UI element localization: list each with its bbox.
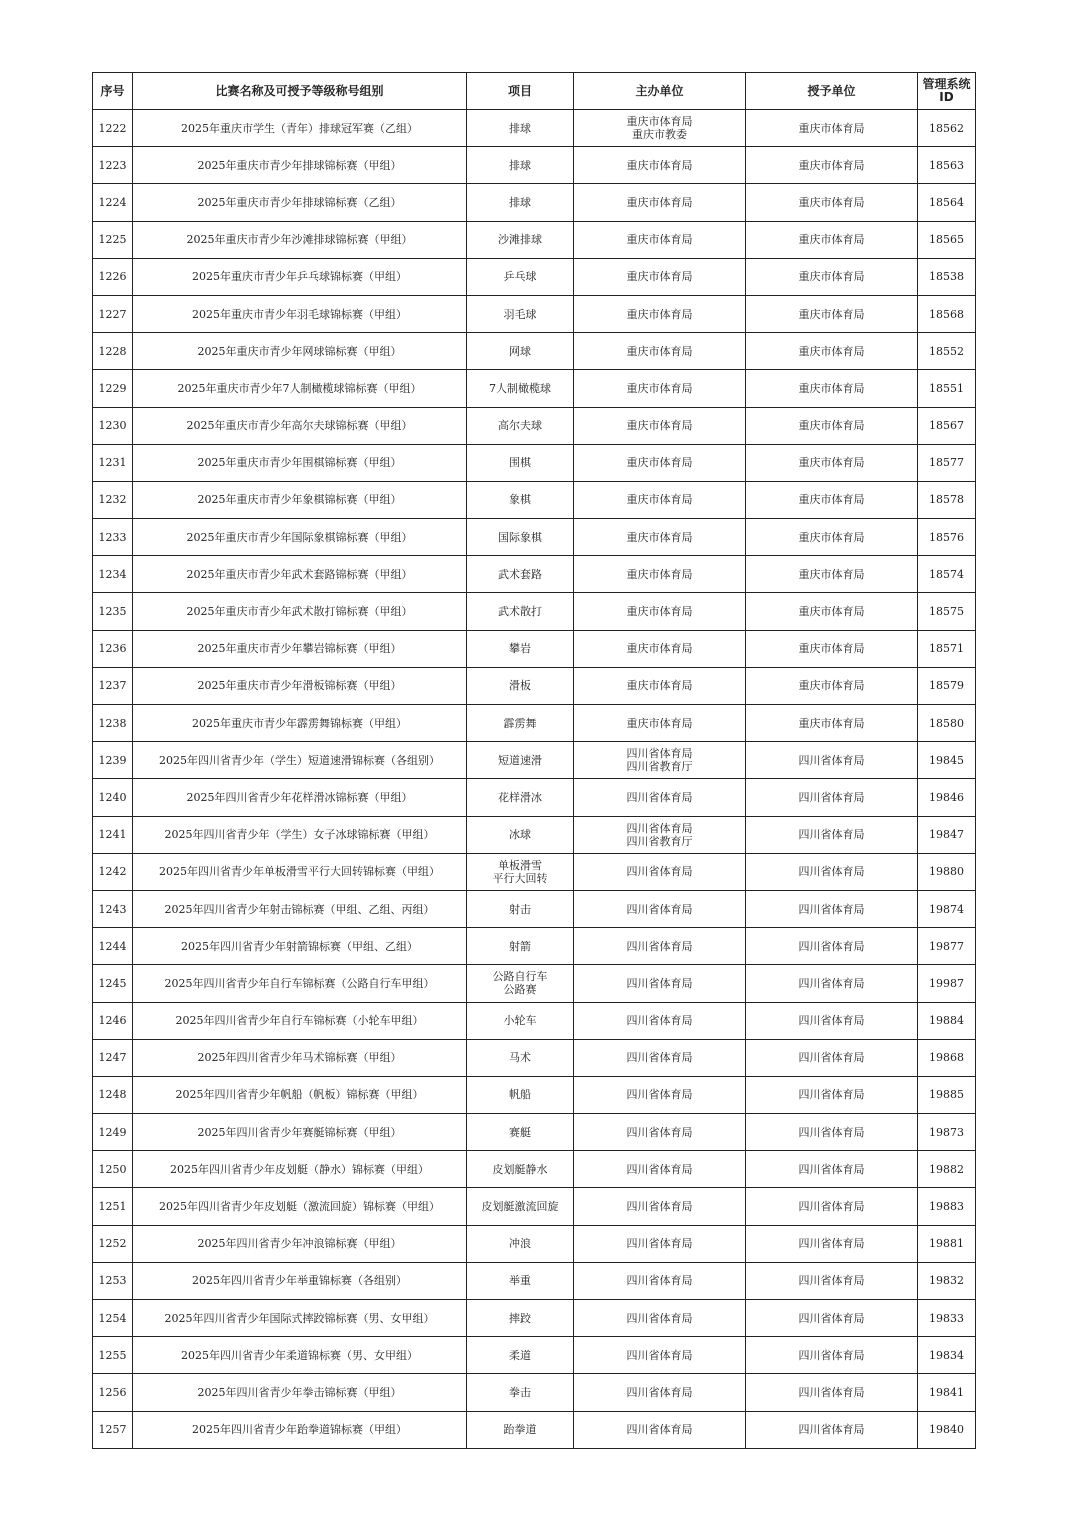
cell-system-id: 19834 <box>918 1337 976 1374</box>
cell-organizer: 四川省体育局 <box>574 1076 746 1113</box>
cell-seq: 1244 <box>93 928 133 965</box>
cell-event: 乒乓球 <box>467 258 574 295</box>
cell-granting-unit: 四川省体育局 <box>746 853 918 890</box>
cell-system-id: 18576 <box>918 519 976 556</box>
cell-event: 跆拳道 <box>467 1411 574 1448</box>
table-row <box>93 1151 976 1188</box>
cell-competition-name: 2025年重庆市青少年霹雳舞锦标赛（甲组） <box>133 705 467 742</box>
table-row <box>93 779 976 816</box>
header-row <box>93 73 976 110</box>
cell-organizer: 重庆市体育局 <box>574 333 746 370</box>
cell-granting-unit: 重庆市体育局 <box>746 370 918 407</box>
cell-seq: 1226 <box>93 258 133 295</box>
cell-organizer: 重庆市体育局 <box>574 444 746 481</box>
cell-organizer: 四川省体育局 <box>574 1002 746 1039</box>
cell-event: 皮划艇激流回旋 <box>467 1188 574 1225</box>
cell-event: 马术 <box>467 1039 574 1076</box>
cell-event: 沙滩排球 <box>467 221 574 258</box>
cell-event: 冲浪 <box>467 1225 574 1262</box>
cell-event: 射箭 <box>467 928 574 965</box>
table-row <box>93 965 976 1002</box>
cell-seq: 1254 <box>93 1300 133 1337</box>
cell-granting-unit: 四川省体育局 <box>746 1225 918 1262</box>
cell-seq: 1250 <box>93 1151 133 1188</box>
cell-organizer: 四川省体育局 四川省教育厅 <box>574 816 746 853</box>
cell-granting-unit: 重庆市体育局 <box>746 519 918 556</box>
cell-competition-name: 2025年四川省青少年跆拳道锦标赛（甲组） <box>133 1411 467 1448</box>
cell-competition-name: 2025年重庆市青少年攀岩锦标赛（甲组） <box>133 630 467 667</box>
cell-granting-unit: 重庆市体育局 <box>746 630 918 667</box>
cell-system-id: 18552 <box>918 333 976 370</box>
cell-system-id: 19880 <box>918 853 976 890</box>
cell-seq: 1222 <box>93 110 133 147</box>
cell-system-id: 18563 <box>918 147 976 184</box>
cell-system-id: 19833 <box>918 1300 976 1337</box>
cell-event: 霹雳舞 <box>467 705 574 742</box>
table-row <box>93 742 976 779</box>
cell-granting-unit: 四川省体育局 <box>746 1411 918 1448</box>
cell-event: 冰球 <box>467 816 574 853</box>
cell-seq: 1246 <box>93 1002 133 1039</box>
cell-seq: 1234 <box>93 556 133 593</box>
cell-event: 柔道 <box>467 1337 574 1374</box>
cell-system-id: 18574 <box>918 556 976 593</box>
header-organizer: 主办单位 <box>574 73 746 110</box>
cell-competition-name: 2025年重庆市青少年网球锦标赛（甲组） <box>133 333 467 370</box>
cell-granting-unit: 四川省体育局 <box>746 1188 918 1225</box>
cell-granting-unit: 四川省体育局 <box>746 965 918 1002</box>
cell-competition-name: 2025年四川省青少年（学生）女子冰球锦标赛（甲组） <box>133 816 467 853</box>
cell-organizer: 四川省体育局 <box>574 1151 746 1188</box>
cell-competition-name: 2025年四川省青少年单板滑雪平行大回转锦标赛（甲组） <box>133 853 467 890</box>
cell-seq: 1236 <box>93 630 133 667</box>
header-competition-name: 比赛名称及可授予等级称号组别 <box>133 73 467 110</box>
cell-competition-name: 2025年四川省青少年自行车锦标赛（小轮车甲组） <box>133 1002 467 1039</box>
cell-system-id: 19873 <box>918 1114 976 1151</box>
cell-event: 单板滑雪 平行大回转 <box>467 853 574 890</box>
cell-event: 帆船 <box>467 1076 574 1113</box>
cell-seq: 1239 <box>93 742 133 779</box>
cell-granting-unit: 四川省体育局 <box>746 816 918 853</box>
cell-granting-unit: 重庆市体育局 <box>746 147 918 184</box>
cell-system-id: 19840 <box>918 1411 976 1448</box>
cell-system-id: 19841 <box>918 1374 976 1411</box>
cell-event: 赛艇 <box>467 1114 574 1151</box>
cell-system-id: 19847 <box>918 816 976 853</box>
cell-organizer: 四川省体育局 <box>574 1188 746 1225</box>
cell-competition-name: 2025年重庆市青少年排球锦标赛（甲组） <box>133 147 467 184</box>
cell-competition-name: 2025年四川省青少年国际式摔跤锦标赛（男、女甲组） <box>133 1300 467 1337</box>
cell-organizer: 重庆市体育局 <box>574 370 746 407</box>
cell-organizer: 四川省体育局 <box>574 1300 746 1337</box>
cell-competition-name: 2025年重庆市青少年乒乓球锦标赛（甲组） <box>133 258 467 295</box>
cell-competition-name: 2025年四川省青少年射击锦标赛（甲组、乙组、丙组） <box>133 890 467 927</box>
table-row <box>93 705 976 742</box>
cell-competition-name: 2025年重庆市青少年羽毛球锦标赛（甲组） <box>133 295 467 332</box>
cell-seq: 1249 <box>93 1114 133 1151</box>
cell-seq: 1224 <box>93 184 133 221</box>
competition-table <box>92 72 976 1449</box>
cell-event: 网球 <box>467 333 574 370</box>
cell-organizer: 重庆市体育局 <box>574 481 746 518</box>
cell-seq: 1243 <box>93 890 133 927</box>
cell-organizer: 四川省体育局 <box>574 890 746 927</box>
cell-granting-unit: 四川省体育局 <box>746 1374 918 1411</box>
cell-system-id: 18577 <box>918 444 976 481</box>
cell-organizer: 重庆市体育局 <box>574 519 746 556</box>
cell-event: 排球 <box>467 184 574 221</box>
cell-event: 小轮车 <box>467 1002 574 1039</box>
cell-competition-name: 2025年四川省青少年帆船（帆板）锦标赛（甲组） <box>133 1076 467 1113</box>
cell-event: 皮划艇静水 <box>467 1151 574 1188</box>
cell-organizer: 四川省体育局 <box>574 965 746 1002</box>
cell-system-id: 19874 <box>918 890 976 927</box>
cell-competition-name: 2025年四川省青少年自行车锦标赛（公路自行车甲组） <box>133 965 467 1002</box>
cell-granting-unit: 重庆市体育局 <box>746 110 918 147</box>
cell-organizer: 四川省体育局 <box>574 1114 746 1151</box>
cell-granting-unit: 重庆市体育局 <box>746 333 918 370</box>
cell-seq: 1241 <box>93 816 133 853</box>
cell-system-id: 19885 <box>918 1076 976 1113</box>
cell-system-id: 19832 <box>918 1262 976 1299</box>
table-row <box>93 519 976 556</box>
cell-competition-name: 2025年重庆市青少年象棋锦标赛（甲组） <box>133 481 467 518</box>
cell-event: 短道速滑 <box>467 742 574 779</box>
cell-system-id: 19987 <box>918 965 976 1002</box>
table-row <box>93 928 976 965</box>
cell-organizer: 四川省体育局 <box>574 1262 746 1299</box>
table-row <box>93 110 976 147</box>
table-row <box>93 1076 976 1113</box>
cell-system-id: 19881 <box>918 1225 976 1262</box>
table-row <box>93 221 976 258</box>
cell-organizer: 重庆市体育局 <box>574 147 746 184</box>
cell-seq: 1255 <box>93 1337 133 1374</box>
table-row <box>93 1411 976 1448</box>
cell-granting-unit: 四川省体育局 <box>746 928 918 965</box>
cell-organizer: 重庆市体育局 <box>574 295 746 332</box>
table-row <box>93 184 976 221</box>
cell-granting-unit: 四川省体育局 <box>746 779 918 816</box>
cell-seq: 1257 <box>93 1411 133 1448</box>
cell-seq: 1235 <box>93 593 133 630</box>
cell-organizer: 重庆市体育局 <box>574 593 746 630</box>
cell-organizer: 四川省体育局 <box>574 1337 746 1374</box>
cell-competition-name: 2025年重庆市青少年排球锦标赛（乙组） <box>133 184 467 221</box>
cell-granting-unit: 重庆市体育局 <box>746 705 918 742</box>
cell-granting-unit: 四川省体育局 <box>746 1076 918 1113</box>
cell-seq: 1248 <box>93 1076 133 1113</box>
header-granting-unit: 授予单位 <box>746 73 918 110</box>
table-row <box>93 816 976 853</box>
cell-system-id: 18579 <box>918 667 976 704</box>
table-header <box>93 73 976 110</box>
table-row <box>93 333 976 370</box>
cell-granting-unit: 重庆市体育局 <box>746 221 918 258</box>
cell-seq: 1227 <box>93 295 133 332</box>
cell-seq: 1231 <box>93 444 133 481</box>
table-row <box>93 295 976 332</box>
cell-system-id: 19845 <box>918 742 976 779</box>
table-row <box>93 890 976 927</box>
cell-organizer: 四川省体育局 四川省教育厅 <box>574 742 746 779</box>
table-row <box>93 556 976 593</box>
document-page <box>92 72 976 1449</box>
cell-seq: 1240 <box>93 779 133 816</box>
cell-organizer: 重庆市体育局 <box>574 407 746 444</box>
cell-competition-name: 2025年四川省青少年拳击锦标赛（甲组） <box>133 1374 467 1411</box>
cell-organizer: 重庆市体育局 <box>574 184 746 221</box>
cell-event: 攀岩 <box>467 630 574 667</box>
cell-granting-unit: 重庆市体育局 <box>746 667 918 704</box>
cell-organizer: 四川省体育局 <box>574 1225 746 1262</box>
cell-granting-unit: 四川省体育局 <box>746 890 918 927</box>
cell-seq: 1223 <box>93 147 133 184</box>
cell-competition-name: 2025年四川省青少年赛艇锦标赛（甲组） <box>133 1114 467 1151</box>
cell-seq: 1225 <box>93 221 133 258</box>
cell-system-id: 19884 <box>918 1002 976 1039</box>
cell-organizer: 四川省体育局 <box>574 928 746 965</box>
cell-event: 高尔夫球 <box>467 407 574 444</box>
cell-competition-name: 2025年重庆市学生（青年）排球冠军赛（乙组） <box>133 110 467 147</box>
cell-organizer: 重庆市体育局 <box>574 556 746 593</box>
table-row <box>93 370 976 407</box>
cell-system-id: 18580 <box>918 705 976 742</box>
cell-granting-unit: 重庆市体育局 <box>746 593 918 630</box>
cell-seq: 1228 <box>93 333 133 370</box>
table-row <box>93 1374 976 1411</box>
cell-competition-name: 2025年四川省青少年柔道锦标赛（男、女甲组） <box>133 1337 467 1374</box>
cell-competition-name: 2025年重庆市青少年沙滩排球锦标赛（甲组） <box>133 221 467 258</box>
cell-organizer: 四川省体育局 <box>574 853 746 890</box>
cell-system-id: 19882 <box>918 1151 976 1188</box>
cell-event: 国际象棋 <box>467 519 574 556</box>
cell-seq: 1242 <box>93 853 133 890</box>
cell-seq: 1233 <box>93 519 133 556</box>
table-row <box>93 1114 976 1151</box>
cell-system-id: 19846 <box>918 779 976 816</box>
cell-seq: 1229 <box>93 370 133 407</box>
cell-seq: 1252 <box>93 1225 133 1262</box>
cell-system-id: 18578 <box>918 481 976 518</box>
cell-system-id: 18538 <box>918 258 976 295</box>
cell-competition-name: 2025年重庆市青少年高尔夫球锦标赛（甲组） <box>133 407 467 444</box>
cell-event: 武术套路 <box>467 556 574 593</box>
cell-organizer: 四川省体育局 <box>574 1039 746 1076</box>
cell-competition-name: 2025年四川省青少年皮划艇（激流回旋）锦标赛（甲组） <box>133 1188 467 1225</box>
cell-organizer: 重庆市体育局 <box>574 258 746 295</box>
table-row <box>93 407 976 444</box>
cell-organizer: 重庆市体育局 <box>574 705 746 742</box>
cell-granting-unit: 重庆市体育局 <box>746 481 918 518</box>
cell-event: 围棋 <box>467 444 574 481</box>
cell-granting-unit: 四川省体育局 <box>746 742 918 779</box>
table-row <box>93 1337 976 1374</box>
table-row <box>93 481 976 518</box>
cell-system-id: 19877 <box>918 928 976 965</box>
cell-seq: 1253 <box>93 1262 133 1299</box>
table-row <box>93 630 976 667</box>
cell-granting-unit: 四川省体育局 <box>746 1002 918 1039</box>
cell-competition-name: 2025年四川省青少年花样滑冰锦标赛（甲组） <box>133 779 467 816</box>
cell-event: 7人制橄榄球 <box>467 370 574 407</box>
cell-competition-name: 2025年重庆市青少年武术散打锦标赛（甲组） <box>133 593 467 630</box>
cell-event: 羽毛球 <box>467 295 574 332</box>
cell-seq: 1247 <box>93 1039 133 1076</box>
table-row <box>93 593 976 630</box>
cell-system-id: 19883 <box>918 1188 976 1225</box>
table-row <box>93 147 976 184</box>
cell-event: 花样滑冰 <box>467 779 574 816</box>
header-seq: 序号 <box>93 73 133 110</box>
table-row <box>93 1262 976 1299</box>
cell-competition-name: 2025年重庆市青少年武术套路锦标赛（甲组） <box>133 556 467 593</box>
cell-event: 象棋 <box>467 481 574 518</box>
cell-organizer: 重庆市体育局 <box>574 221 746 258</box>
cell-seq: 1256 <box>93 1374 133 1411</box>
cell-granting-unit: 四川省体育局 <box>746 1337 918 1374</box>
cell-event: 滑板 <box>467 667 574 704</box>
cell-system-id: 18568 <box>918 295 976 332</box>
cell-system-id: 18562 <box>918 110 976 147</box>
cell-event: 拳击 <box>467 1374 574 1411</box>
cell-granting-unit: 四川省体育局 <box>746 1262 918 1299</box>
cell-granting-unit: 四川省体育局 <box>746 1300 918 1337</box>
cell-competition-name: 2025年四川省青少年马术锦标赛（甲组） <box>133 1039 467 1076</box>
cell-system-id: 18575 <box>918 593 976 630</box>
cell-system-id: 18571 <box>918 630 976 667</box>
cell-granting-unit: 重庆市体育局 <box>746 407 918 444</box>
cell-event: 排球 <box>467 110 574 147</box>
cell-system-id: 18565 <box>918 221 976 258</box>
cell-seq: 1230 <box>93 407 133 444</box>
table-body <box>93 110 976 1449</box>
table-row <box>93 1225 976 1262</box>
cell-event: 公路自行车 公路赛 <box>467 965 574 1002</box>
table-row <box>93 667 976 704</box>
cell-granting-unit: 重庆市体育局 <box>746 184 918 221</box>
cell-granting-unit: 重庆市体育局 <box>746 444 918 481</box>
cell-competition-name: 2025年重庆市青少年国际象棋锦标赛（甲组） <box>133 519 467 556</box>
cell-competition-name: 2025年重庆市青少年7人制橄榄球锦标赛（甲组） <box>133 370 467 407</box>
cell-organizer: 重庆市体育局 <box>574 630 746 667</box>
cell-organizer: 四川省体育局 <box>574 779 746 816</box>
table-row <box>93 1039 976 1076</box>
header-system-id: 管理系统 ID <box>918 73 976 110</box>
cell-granting-unit: 重庆市体育局 <box>746 258 918 295</box>
header-event: 项目 <box>467 73 574 110</box>
cell-granting-unit: 重庆市体育局 <box>746 556 918 593</box>
cell-system-id: 18564 <box>918 184 976 221</box>
cell-granting-unit: 重庆市体育局 <box>746 295 918 332</box>
cell-competition-name: 2025年四川省青少年射箭锦标赛（甲组、乙组） <box>133 928 467 965</box>
cell-event: 举重 <box>467 1262 574 1299</box>
table-row <box>93 1002 976 1039</box>
cell-seq: 1238 <box>93 705 133 742</box>
cell-seq: 1251 <box>93 1188 133 1225</box>
cell-organizer: 四川省体育局 <box>574 1374 746 1411</box>
cell-competition-name: 2025年四川省青少年举重锦标赛（各组别） <box>133 1262 467 1299</box>
cell-event: 射击 <box>467 890 574 927</box>
cell-competition-name: 2025年四川省青少年冲浪锦标赛（甲组） <box>133 1225 467 1262</box>
cell-system-id: 18567 <box>918 407 976 444</box>
cell-granting-unit: 四川省体育局 <box>746 1039 918 1076</box>
cell-competition-name: 2025年四川省青少年（学生）短道速滑锦标赛（各组别） <box>133 742 467 779</box>
table-row <box>93 258 976 295</box>
cell-seq: 1245 <box>93 965 133 1002</box>
cell-competition-name: 2025年重庆市青少年围棋锦标赛（甲组） <box>133 444 467 481</box>
cell-event: 摔跤 <box>467 1300 574 1337</box>
cell-granting-unit: 四川省体育局 <box>746 1114 918 1151</box>
cell-seq: 1237 <box>93 667 133 704</box>
table-row <box>93 1300 976 1337</box>
table-row <box>93 444 976 481</box>
cell-event: 排球 <box>467 147 574 184</box>
cell-system-id: 18551 <box>918 370 976 407</box>
cell-competition-name: 2025年四川省青少年皮划艇（静水）锦标赛（甲组） <box>133 1151 467 1188</box>
cell-event: 武术散打 <box>467 593 574 630</box>
cell-competition-name: 2025年重庆市青少年滑板锦标赛（甲组） <box>133 667 467 704</box>
cell-system-id: 19868 <box>918 1039 976 1076</box>
cell-seq: 1232 <box>93 481 133 518</box>
cell-organizer: 四川省体育局 <box>574 1411 746 1448</box>
cell-granting-unit: 四川省体育局 <box>746 1151 918 1188</box>
table-row <box>93 853 976 890</box>
table-row <box>93 1188 976 1225</box>
cell-organizer: 重庆市体育局 <box>574 667 746 704</box>
cell-organizer: 重庆市体育局 重庆市教委 <box>574 110 746 147</box>
